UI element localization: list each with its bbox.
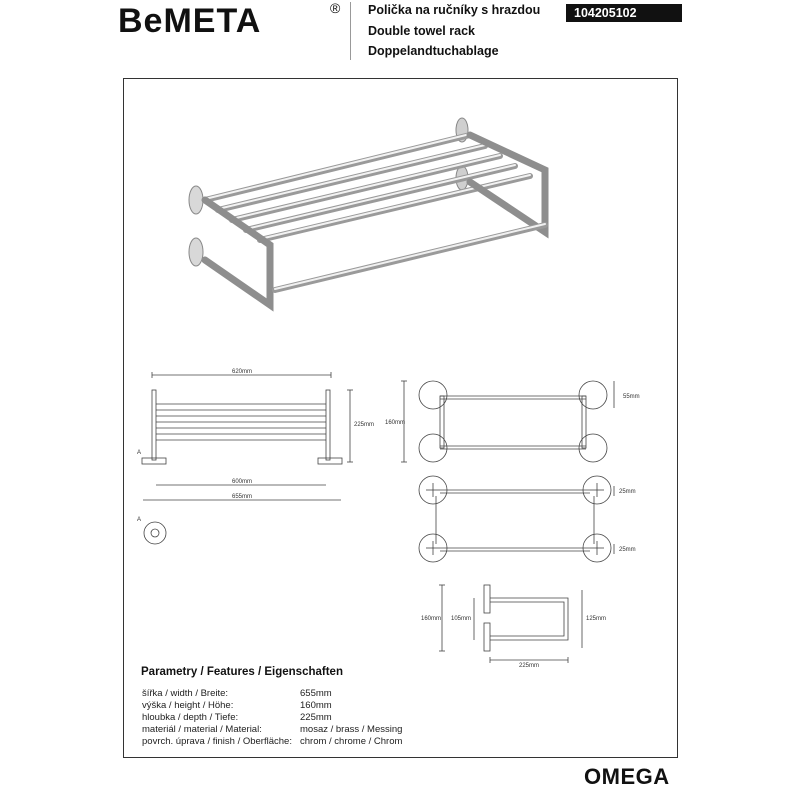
detail-a-circle [144, 522, 166, 544]
product-photo [189, 118, 545, 305]
param-label-finish: povrch. úprava / finish / Oberfläche: [142, 736, 292, 747]
top-view [401, 381, 614, 462]
parameters-heading: Parametry / Features / Eigenschaften [141, 666, 343, 678]
front-inner-label: 600mm [231, 479, 253, 485]
registered-mark: ® [330, 0, 341, 16]
param-label-material: materiál / material / Material: [142, 724, 262, 735]
plate-gap-1-label: 25mm [619, 489, 636, 495]
plate-gap-2-label: 25mm [619, 547, 636, 553]
top-gap-label: 55mm [623, 394, 640, 400]
param-label-depth: hloubka / depth / Tiefe: [142, 712, 239, 723]
side-right-label: 125mm [586, 616, 607, 622]
collection-name: OMEGA [584, 764, 670, 789]
param-value-width: 655mm [300, 688, 332, 699]
top-height-label: 160mm [385, 420, 406, 426]
mounting-view [419, 476, 614, 562]
title-cz: Polička na ručníky s hrazdou [368, 3, 541, 17]
side-inner-label: 105mm [451, 616, 472, 622]
side-height-label: 160mm [421, 616, 442, 622]
front-total-label: 655mm [231, 494, 253, 500]
title-en: Double towel rack [368, 24, 475, 38]
front-height-label: 225mm [354, 422, 375, 428]
param-value-height: 160mm [300, 700, 332, 711]
detail-a-label: A [137, 450, 142, 456]
param-label-width: šířka / width / Breite: [142, 688, 229, 699]
param-label-height: výška / height / Höhe: [142, 700, 234, 711]
side-depth-label: 225mm [518, 663, 540, 669]
detail-a-label-2: A [137, 517, 142, 523]
side-view [439, 585, 582, 663]
brand-logo: BeMETA [118, 2, 262, 40]
param-value-finish: chrom / chrome / Chrom [300, 736, 403, 747]
title-de: Doppelandtuchablage [368, 44, 499, 58]
param-value-material: mosaz / brass / Messing [300, 724, 403, 735]
param-value-depth: 225mm [300, 712, 332, 723]
front-width-label: 620mm [231, 369, 253, 375]
product-code: 104205102 [566, 4, 682, 22]
